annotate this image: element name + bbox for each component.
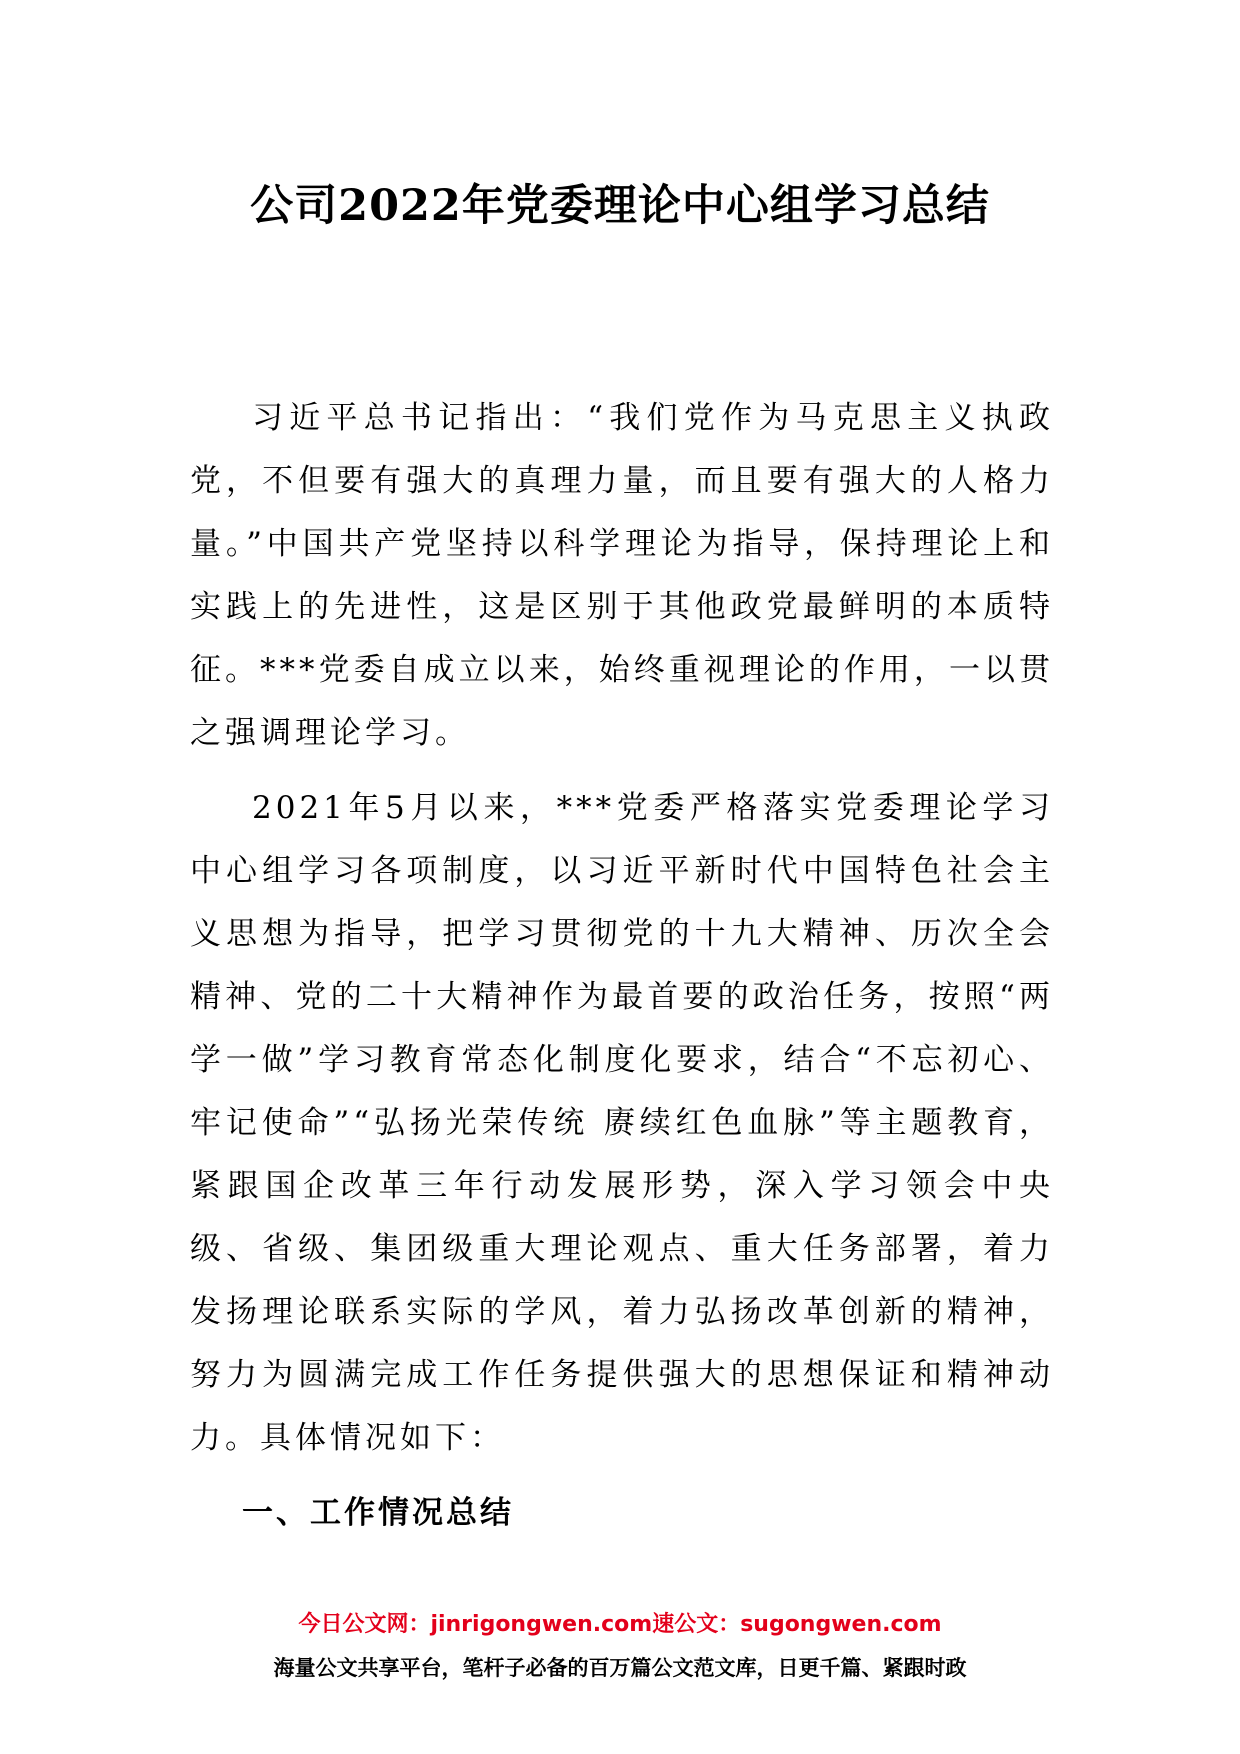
document-body <box>190 387 1054 1545</box>
footer-slogan-line: 海量公文共享平台，笔杆子必备的百万篇公文范文库，日更千篇、紧跟时政 <box>273 1656 967 1680</box>
paragraph-overview: 2021年5月以来，***党委严格落实党委理论学习中心组学习各项制度，以习近平新时代中国特色社会主义思想为指导，把学习贯彻党的十九大精神、历次全会精神、党的二十大精神作为最首要的政治任务，按照“两学一做”学习教育常态化制度化要求，结合“不忘初心、牢记使命”“弘扬光荣传统 赓续红色血脉”等主题教育，紧跟国企改革三年行动发展形势，深入学习领会中央级、省级、集团级重大理论观点、重大任务部署，着力发扬理论联系实际的学风，着力弘扬改革创新的精神，努力为圆满完成工作任务提供强大的思想保证和精神动力。具体情况如下： <box>190 790 1054 1456</box>
footer-banner <box>0 1608 1240 1686</box>
paragraph-intro: 习近平总书记指出：“我们党作为马克思主义执政党，不但要有强大的真理力量，而且要有强大的人格力量。”中国共产党坚持以科学理论为指导，保持理论上和实践上的先进性，这是区别于其他政党最鲜明的本质特征。***党委自成立以来，始终重视理论的作用，一以贯之强调理论学习。 <box>190 400 1054 751</box>
footer-website-line: 今日公文网：jinrigongwen.com速公文：sugongwen.com <box>298 1612 942 1637</box>
document-title: 公司2022年党委理论中心组学习总结 <box>250 181 990 231</box>
section-heading: 一、工作情况总结 <box>242 1495 514 1531</box>
